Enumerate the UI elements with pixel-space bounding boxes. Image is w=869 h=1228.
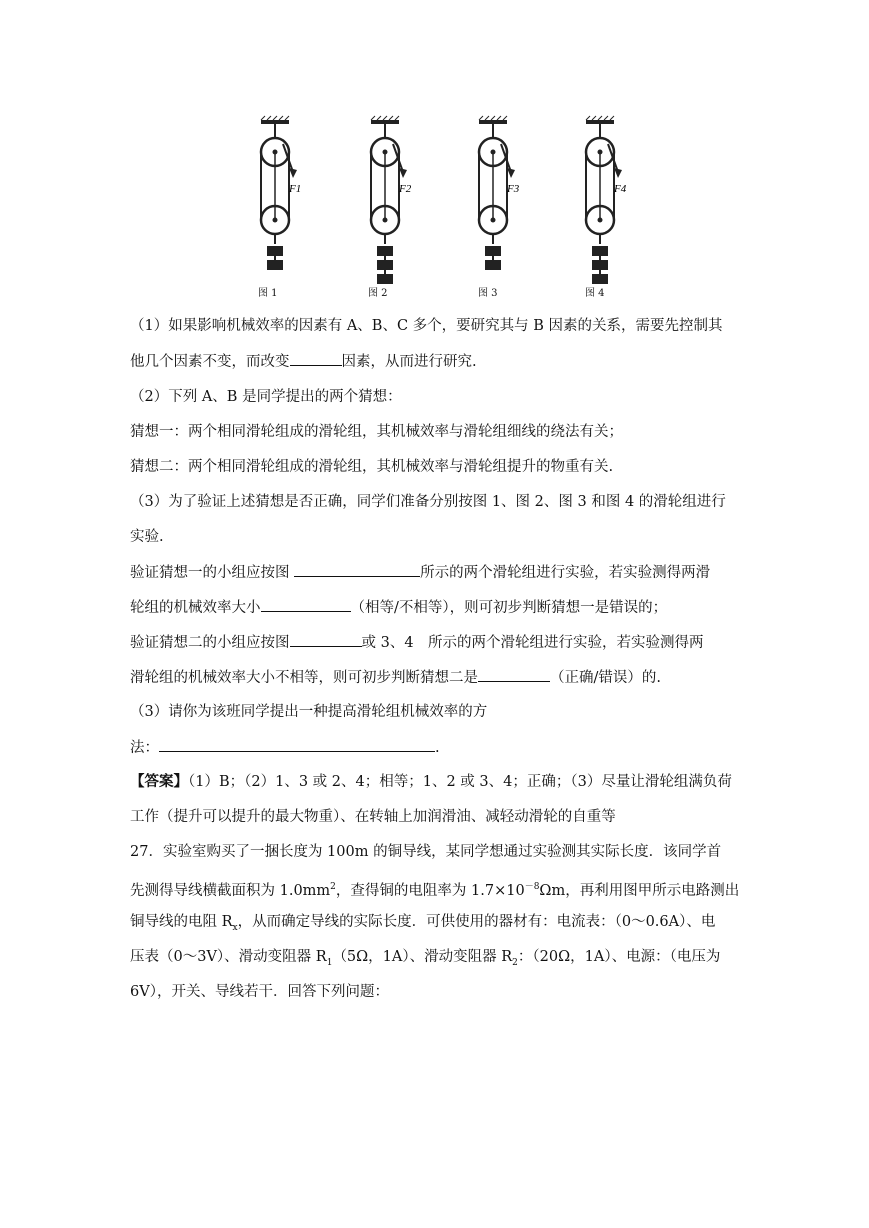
q1-blank xyxy=(290,351,342,366)
q27-line1: 27．实验室购买了一捆长度为 100m 的铜导线，某同学想通过实验测其实际长度．该同学首 xyxy=(130,844,722,860)
q3-line1: （3）为了验证上述猜想是否正确，同学们准备分别按图 1、图 2、图 3 和图 4 的滑轮组进行 xyxy=(130,494,726,510)
pulley-system-3 xyxy=(479,116,520,270)
figure-caption-row xyxy=(240,284,630,300)
q2-line1: （2）下列 A、B 是同学提出的两个猜想： xyxy=(130,389,402,405)
answer-line1 xyxy=(130,772,750,792)
weight-block xyxy=(267,246,283,256)
pulley-system-1 xyxy=(261,116,301,270)
q3-verify2 xyxy=(130,597,750,618)
force-label-4: F4 xyxy=(614,183,627,195)
force-label-2: F2 xyxy=(399,183,412,195)
weight-block xyxy=(377,274,393,284)
q3-blank-2 xyxy=(261,597,351,612)
figure-caption-3: 图 3 xyxy=(478,288,498,299)
q27-line4-a: 压表（0～3V）、滑动变阻器 R xyxy=(130,949,327,965)
answer-line2: 工作（提升可以提升的最大物重）、在转轴上加润滑油、减轻动滑轮的自重等 xyxy=(130,809,616,825)
q4-blank xyxy=(159,737,435,752)
q3-verify3-suffix: 或 3、4 所示的两个滑轮组进行实验，若实验测得两 xyxy=(361,635,704,651)
figure-caption-4: 图 4 xyxy=(585,288,605,299)
weight-block xyxy=(592,246,608,256)
q27-line3-a: 铜导线的电阻 R xyxy=(130,914,233,930)
q27-line3-sub: x xyxy=(232,922,238,933)
q4-line1: （3）请你为该班同学提出一种提高滑轮组机械效率的方 xyxy=(130,704,488,720)
q27-line3 xyxy=(130,912,750,938)
force-label-1: F1 xyxy=(289,183,302,195)
q27-line2-sup: 2 xyxy=(330,882,336,892)
guess-2: 猜想二：两个相同滑轮组成的滑轮组，其机械效率与滑轮组提升的物重有关. xyxy=(130,459,614,475)
pulley-system-2 xyxy=(371,116,412,284)
answer-text-1: （1）B；（2）1、3 或 2、4；相等；1、2 或 3、4；正确；（3）尽量让滑轮组满负荷 xyxy=(188,774,732,790)
q1-line2 xyxy=(130,351,750,372)
q1-line2-prefix: 他几个因素不变，而改变 xyxy=(130,354,290,370)
weight-block xyxy=(267,260,283,270)
figure-caption-1: 图 1 xyxy=(258,288,278,299)
weight-block xyxy=(592,260,608,270)
q3-verify1-prefix: 验证猜想一的小组应按图 xyxy=(130,565,290,581)
q27-line4-sub1: 1 xyxy=(326,957,333,968)
q3-verify4 xyxy=(130,667,750,688)
figure-caption-2: 图 2 xyxy=(368,288,388,299)
weight-block xyxy=(377,260,393,270)
q27-line2-c: Ωm，再利用图甲所示电路测出 xyxy=(539,882,740,899)
q3-blank-4 xyxy=(478,667,550,682)
q4-line2-prefix: 法： xyxy=(130,740,159,756)
q4-line2-suffix: . xyxy=(435,740,440,756)
q3-verify3-prefix: 验证猜想二的小组应按图 xyxy=(130,635,290,651)
q27-line4-b: （5Ω，1A）、滑动变阻器 R xyxy=(332,949,513,965)
q27-line2-b: ，查得铜的电阻率为 1.7×10 xyxy=(335,882,525,899)
q1-line2-suffix: 因素，从而进行研究. xyxy=(341,354,477,370)
q3-blank-1 xyxy=(294,562,420,577)
answer-label: 【答案】 xyxy=(130,773,188,790)
q27-line2 xyxy=(130,877,750,901)
weight-block xyxy=(485,246,501,256)
q27-line2-a: 先测得导线横截面积为 1.0mm xyxy=(130,882,331,899)
q4-line2 xyxy=(130,737,750,758)
q27-line4-sub2: 2 xyxy=(512,957,518,968)
force-label-3: F3 xyxy=(507,183,520,195)
q3-line2: 实验. xyxy=(130,529,164,545)
weight-block xyxy=(485,260,501,270)
guess-1: 猜想一：两个相同滑轮组成的滑轮组，其机械效率与滑轮组细线的绕法有关； xyxy=(130,424,623,440)
pulley-figure xyxy=(240,112,630,302)
q27-line3-b: ，从而确定导线的实际长度．可供使用的器材有：电流表：（0～0.6A）、电 xyxy=(237,914,716,930)
q3-verify4-prefix: 滑轮组的机械效率大小不相等，则可初步判断猜想二是 xyxy=(130,670,478,686)
q1-line1: （1）如果影响机械效率的因素有 A、B、C 多个，要研究其与 B 因素的关系，需要先控制其 xyxy=(130,318,723,334)
pulley-system-4 xyxy=(586,116,627,284)
q3-verify3 xyxy=(130,632,750,653)
q3-verify1-suffix: 所示的两个滑轮组进行实验，若实验测得两滑 xyxy=(420,565,711,581)
q3-verify2-prefix: 轮组的机械效率大小 xyxy=(130,600,261,616)
q3-blank-3 xyxy=(290,632,362,647)
q27-line4 xyxy=(130,947,750,973)
q3-verify4-suffix: （正确/错误）的. xyxy=(550,670,661,686)
weight-block xyxy=(592,274,608,284)
q27-line5: 6V），开关、导线若干．回答下列问题： xyxy=(130,984,389,1000)
weight-block xyxy=(377,246,393,256)
q3-verify2-suffix: （相等/不相等），则可初步判断猜想一是错误的； xyxy=(350,600,668,616)
q27-line4-c: ：（20Ω，1A）、电源：（电压为 xyxy=(517,949,721,965)
q27-line2-sup2: －8 xyxy=(524,882,540,892)
q3-verify1 xyxy=(130,562,750,583)
